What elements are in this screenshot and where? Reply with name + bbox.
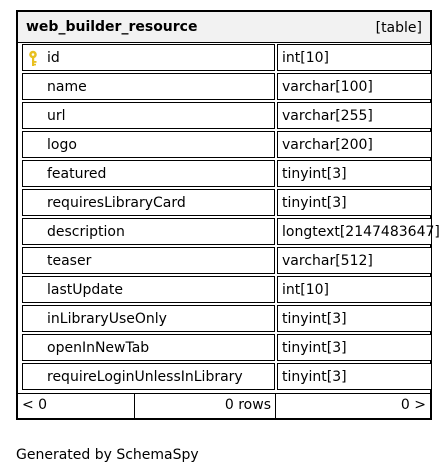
- column-name-cell: [22, 218, 275, 245]
- table-name: web_builder_resource: [26, 19, 198, 35]
- column-type: varchar[200]: [282, 137, 373, 153]
- column-name: lastUpdate: [47, 282, 123, 298]
- column-name-cell: [22, 160, 275, 187]
- column-type-cell: [277, 102, 432, 129]
- column-name: inLibraryUseOnly: [47, 311, 167, 327]
- column-row: [22, 363, 432, 392]
- row-count-cell: [135, 394, 276, 419]
- column-type: longtext[2147483647]: [282, 224, 440, 240]
- children-count: 0 >: [400, 397, 426, 413]
- column-name: logo: [47, 137, 77, 153]
- column-type-cell: [277, 218, 440, 245]
- children-count-cell: [276, 394, 430, 419]
- table-kind: [table]: [375, 20, 422, 36]
- column-type: tinyint[3]: [282, 369, 347, 385]
- column-name: openInNewTab: [47, 340, 150, 356]
- column-name-cell: [22, 189, 275, 216]
- column-name-cell: [22, 102, 275, 129]
- column-row: [22, 334, 432, 363]
- column-name: requiresLibraryCard: [47, 195, 186, 211]
- column-name: url: [47, 108, 66, 124]
- column-name-cell: [22, 73, 275, 100]
- table-header: [18, 12, 430, 43]
- column-name-cell: [22, 131, 275, 158]
- column-type-cell: [277, 334, 432, 361]
- column-type: int[10]: [282, 282, 329, 298]
- column-name: id: [47, 50, 60, 66]
- column-row: [22, 247, 432, 276]
- row-count: 0 rows: [224, 397, 271, 413]
- key-icon: [28, 50, 38, 67]
- column-type-cell: [277, 44, 432, 71]
- column-type: int[10]: [282, 50, 329, 66]
- column-row: [22, 276, 432, 305]
- column-name-cell: [22, 276, 275, 303]
- column-type-cell: [277, 73, 432, 100]
- column-type-cell: [277, 160, 432, 187]
- column-name: name: [47, 79, 87, 95]
- column-name: teaser: [47, 253, 92, 269]
- column-type-cell: [277, 131, 432, 158]
- column-name: requireLoginUnlessInLibrary: [47, 369, 243, 385]
- table-footer: [18, 393, 430, 419]
- column-row: [22, 305, 432, 334]
- column-type: tinyint[3]: [282, 340, 347, 356]
- table-diagram: [16, 10, 440, 420]
- column-name: description: [47, 224, 125, 240]
- column-row: [22, 102, 432, 131]
- column-row: [22, 160, 432, 189]
- column-type: tinyint[3]: [282, 195, 347, 211]
- column-name-cell: [22, 247, 275, 274]
- column-type: varchar[255]: [282, 108, 373, 124]
- column-name-cell: [22, 44, 275, 71]
- column-row: [22, 218, 440, 247]
- column-name: featured: [47, 166, 107, 182]
- column-type-cell: [277, 363, 432, 390]
- parents-count: < 0: [22, 397, 48, 413]
- column-type: tinyint[3]: [282, 311, 347, 327]
- column-type-cell: [277, 305, 432, 332]
- column-row: [22, 131, 432, 160]
- column-type: varchar[100]: [282, 79, 373, 95]
- column-name-cell: [22, 305, 275, 332]
- generator-credit: Generated by SchemaSpy: [16, 447, 199, 463]
- column-type-cell: [277, 189, 432, 216]
- column-row: [22, 44, 432, 73]
- column-type: varchar[512]: [282, 253, 373, 269]
- column-name-cell: [22, 334, 275, 361]
- column-type: tinyint[3]: [282, 166, 347, 182]
- parents-count-cell: [18, 394, 135, 419]
- column-row: [22, 73, 432, 102]
- column-name-cell: [22, 363, 275, 390]
- column-type-cell: [277, 247, 432, 274]
- column-type-cell: [277, 276, 432, 303]
- column-row: [22, 189, 432, 218]
